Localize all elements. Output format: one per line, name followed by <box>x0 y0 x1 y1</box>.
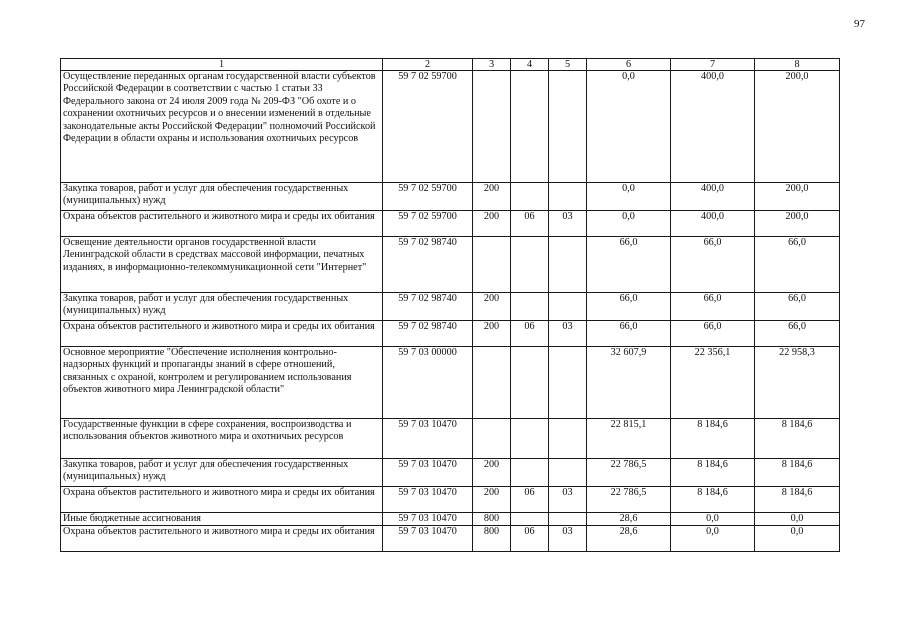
row-name-cell: Освещение деятельности органов государственной власти Ленинградской области в средствах массовой информации, печатных изданиях, в информационно-телекоммуникационной сети "Интернет" <box>61 237 383 293</box>
row-col4-cell <box>511 459 549 487</box>
row-col6-cell: 0,0 <box>587 211 671 237</box>
row-col6-cell: 66,0 <box>587 293 671 321</box>
row-col3-cell: 200 <box>473 487 511 513</box>
row-col7-cell: 400,0 <box>671 71 755 183</box>
row-col8-cell: 8 184,6 <box>755 459 840 487</box>
row-name-cell: Закупка товаров, работ и услуг для обеспечения государственных (муниципальных) нужд <box>61 293 383 321</box>
row-col4-cell: 06 <box>511 526 549 552</box>
row-name-cell: Охрана объектов растительного и животного мира и среды их обитания <box>61 321 383 347</box>
row-col4-cell <box>511 419 549 459</box>
row-code-cell: 59 7 03 10470 <box>383 419 473 459</box>
row-col7-cell: 66,0 <box>671 321 755 347</box>
column-header-8: 8 <box>755 59 840 71</box>
row-name-cell: Закупка товаров, работ и услуг для обеспечения государственных (муниципальных) нужд <box>61 183 383 211</box>
row-col5-cell <box>549 183 587 211</box>
row-code-cell: 59 7 02 59700 <box>383 211 473 237</box>
row-col6-cell: 22 786,5 <box>587 459 671 487</box>
row-col5-cell <box>549 293 587 321</box>
row-name-cell: Государственные функции в сфере сохранения, воспроизводства и использования объектов животного мира и охотничьих ресурсов <box>61 419 383 459</box>
row-col6-cell: 0,0 <box>587 183 671 211</box>
row-col6-cell: 0,0 <box>587 71 671 183</box>
row-col4-cell <box>511 183 549 211</box>
row-col6-cell: 66,0 <box>587 237 671 293</box>
row-col8-cell: 0,0 <box>755 513 840 526</box>
row-col7-cell: 400,0 <box>671 183 755 211</box>
table-row <box>61 513 840 526</box>
page-number: 97 <box>854 18 865 30</box>
row-col8-cell: 200,0 <box>755 71 840 183</box>
row-name-cell: Осуществление переданных органам государственной власти субъектов Российской Федерации в соответствии с частью 1 статьи 33 Федерального закона от 24 июля 2009 года № 209-ФЗ "Об охоте и о сохранении охотничьих ресурсов и о внесении изменений в отдельные законодательные акты Российской Федерации" полномочий Российской Федерации в области охраны и использования охотничьих ресурсов <box>61 71 383 183</box>
table-row <box>61 211 840 237</box>
row-col7-cell: 66,0 <box>671 293 755 321</box>
row-col5-cell <box>549 419 587 459</box>
table-row <box>61 459 840 487</box>
table-row <box>61 183 840 211</box>
row-name-cell: Охрана объектов растительного и животного мира и среды их обитания <box>61 211 383 237</box>
row-code-cell: 59 7 02 98740 <box>383 293 473 321</box>
row-name-cell: Основное мероприятие "Обеспечение исполнения контрольно-надзорных функций и пропаганды знаний в сфере отношений, связанных с охраной, контролем и регулированием использования объектов животного мира Ленинградской области" <box>61 347 383 419</box>
row-col8-cell: 0,0 <box>755 526 840 552</box>
row-col7-cell: 8 184,6 <box>671 487 755 513</box>
table-row <box>61 321 840 347</box>
row-col3-cell <box>473 347 511 419</box>
row-col5-cell <box>549 237 587 293</box>
row-col8-cell: 8 184,6 <box>755 487 840 513</box>
row-col4-cell: 06 <box>511 487 549 513</box>
row-col3-cell: 200 <box>473 459 511 487</box>
row-code-cell: 59 7 03 10470 <box>383 513 473 526</box>
row-col3-cell: 200 <box>473 293 511 321</box>
row-col4-cell <box>511 293 549 321</box>
row-code-cell: 59 7 02 59700 <box>383 71 473 183</box>
row-code-cell: 59 7 03 00000 <box>383 347 473 419</box>
row-col7-cell: 0,0 <box>671 526 755 552</box>
row-col5-cell: 03 <box>549 211 587 237</box>
row-col6-cell: 22 815,1 <box>587 419 671 459</box>
table-row <box>61 487 840 513</box>
row-col7-cell: 66,0 <box>671 237 755 293</box>
row-name-cell: Охрана объектов растительного и животного мира и среды их обитания <box>61 487 383 513</box>
row-col8-cell: 200,0 <box>755 211 840 237</box>
row-name-cell: Иные бюджетные ассигнования <box>61 513 383 526</box>
row-col8-cell: 66,0 <box>755 321 840 347</box>
row-col8-cell: 8 184,6 <box>755 419 840 459</box>
row-code-cell: 59 7 02 59700 <box>383 183 473 211</box>
row-col5-cell: 03 <box>549 321 587 347</box>
table-row <box>61 237 840 293</box>
row-col3-cell: 200 <box>473 321 511 347</box>
row-col3-cell: 800 <box>473 513 511 526</box>
table-row <box>61 71 840 183</box>
row-col8-cell: 66,0 <box>755 293 840 321</box>
row-col4-cell: 06 <box>511 321 549 347</box>
table-row <box>61 293 840 321</box>
row-col7-cell: 8 184,6 <box>671 419 755 459</box>
row-code-cell: 59 7 03 10470 <box>383 487 473 513</box>
row-col3-cell <box>473 71 511 183</box>
row-code-cell: 59 7 03 10470 <box>383 459 473 487</box>
column-header-7: 7 <box>671 59 755 71</box>
column-header-3: 3 <box>473 59 511 71</box>
row-col4-cell: 06 <box>511 211 549 237</box>
row-col4-cell <box>511 71 549 183</box>
row-col5-cell <box>549 347 587 419</box>
row-col8-cell: 200,0 <box>755 183 840 211</box>
table-header-row <box>61 59 840 71</box>
column-header-5: 5 <box>549 59 587 71</box>
row-col7-cell: 0,0 <box>671 513 755 526</box>
row-col3-cell: 200 <box>473 183 511 211</box>
row-col3-cell <box>473 419 511 459</box>
row-col3-cell <box>473 237 511 293</box>
budget-table <box>60 58 840 552</box>
row-code-cell: 59 7 02 98740 <box>383 237 473 293</box>
table-row <box>61 526 840 552</box>
row-col8-cell: 22 958,3 <box>755 347 840 419</box>
table-row <box>61 347 840 419</box>
column-header-6: 6 <box>587 59 671 71</box>
row-col7-cell: 22 356,1 <box>671 347 755 419</box>
row-col5-cell: 03 <box>549 487 587 513</box>
row-col4-cell <box>511 237 549 293</box>
row-col5-cell <box>549 513 587 526</box>
row-col6-cell: 28,6 <box>587 513 671 526</box>
column-header-4: 4 <box>511 59 549 71</box>
row-name-cell: Закупка товаров, работ и услуг для обеспечения государственных (муниципальных) нужд <box>61 459 383 487</box>
row-col6-cell: 66,0 <box>587 321 671 347</box>
row-col8-cell: 66,0 <box>755 237 840 293</box>
row-col6-cell: 28,6 <box>587 526 671 552</box>
row-col3-cell: 800 <box>473 526 511 552</box>
row-col7-cell: 8 184,6 <box>671 459 755 487</box>
row-col6-cell: 22 786,5 <box>587 487 671 513</box>
row-col3-cell: 200 <box>473 211 511 237</box>
row-col5-cell <box>549 459 587 487</box>
row-col5-cell: 03 <box>549 526 587 552</box>
row-col4-cell <box>511 513 549 526</box>
row-name-cell: Охрана объектов растительного и животного мира и среды их обитания <box>61 526 383 552</box>
row-col7-cell: 400,0 <box>671 211 755 237</box>
row-col5-cell <box>549 71 587 183</box>
row-col4-cell <box>511 347 549 419</box>
column-header-2: 2 <box>383 59 473 71</box>
row-code-cell: 59 7 02 98740 <box>383 321 473 347</box>
column-header-1: 1 <box>61 59 383 71</box>
table-row <box>61 419 840 459</box>
row-col6-cell: 32 607,9 <box>587 347 671 419</box>
row-code-cell: 59 7 03 10470 <box>383 526 473 552</box>
